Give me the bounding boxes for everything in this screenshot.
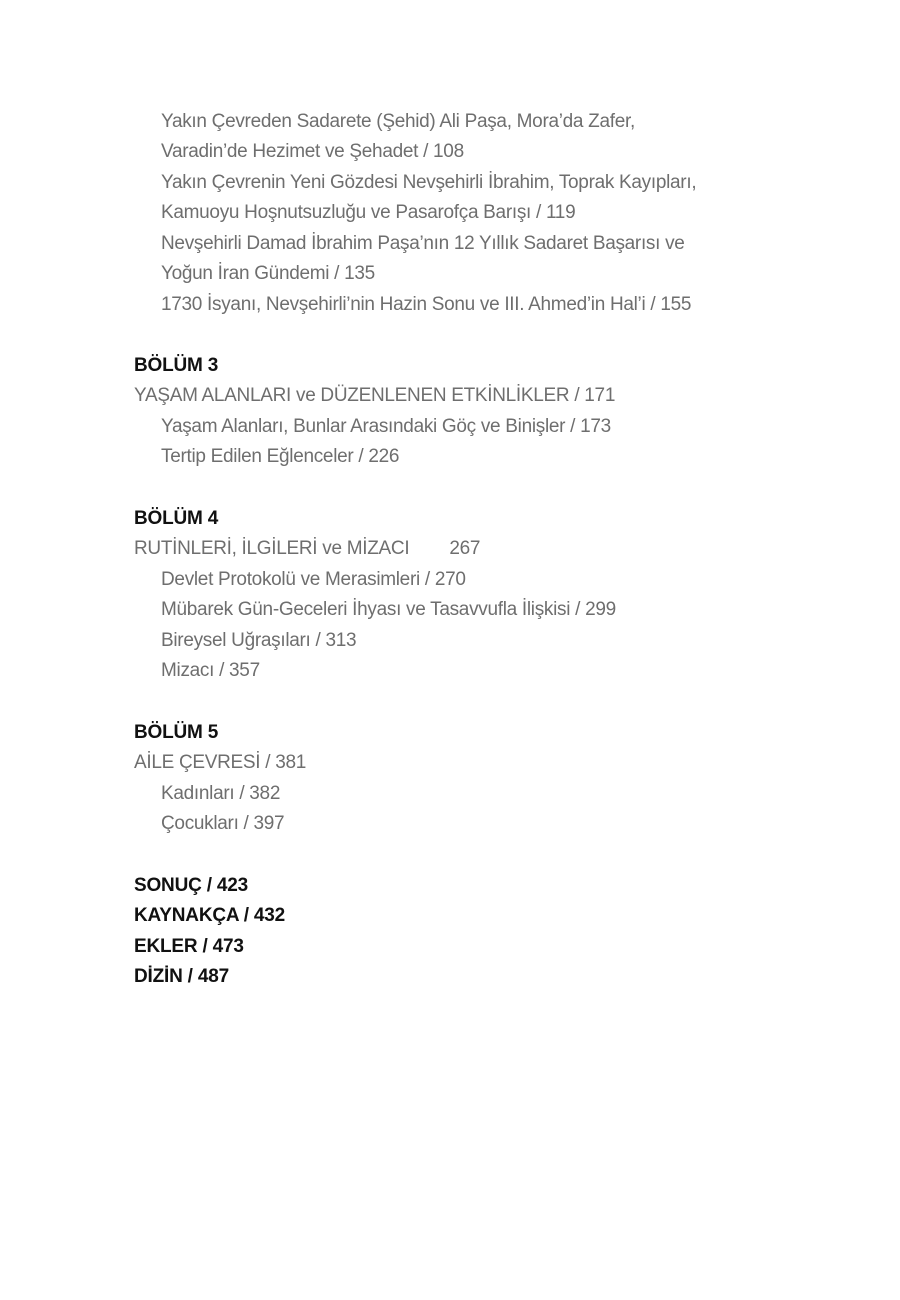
back-matter-sonuc: SONUÇ / 423 <box>134 875 248 896</box>
toc-entry: Çocukları / 397 <box>161 813 285 834</box>
chapter-heading-3: BÖLÜM 3 <box>134 355 219 376</box>
chapter-heading-4: BÖLÜM 4 <box>134 508 219 529</box>
toc-entry: Yakın Çevreden Sadarete (Şehid) Ali Paşa, Mora’da Zafer, <box>161 111 635 132</box>
toc-entry: Bireysel Uğraşıları / 313 <box>161 630 357 651</box>
toc-entry: Varadin’de Hezimet ve Şehadet / 108 <box>161 141 464 162</box>
toc-entry: Nevşehirli Damad İbrahim Paşa’nın 12 Yıllık Sadaret Başarısı ve <box>161 233 685 254</box>
toc-entry: Yoğun İran Gündemi / 135 <box>161 263 375 284</box>
toc-entry: Kamuoyu Hoşnutsuzluğu ve Pasarofça Barışı / 119 <box>161 202 576 223</box>
back-matter-dizin: DİZİN / 487 <box>134 966 229 987</box>
toc-entry: Mübarek Gün-Geceleri İhyası ve Tasavvufla İlişkisi / 299 <box>161 599 616 620</box>
chapter-title-5: AİLE ÇEVRESİ / 381 <box>134 752 307 773</box>
back-matter-kaynakca: KAYNAKÇA / 432 <box>134 905 286 926</box>
chapter-title-page: 267 <box>449 538 481 559</box>
toc-entry: Kadınları / 382 <box>161 783 281 804</box>
toc-entry: Yakın Çevrenin Yeni Gözdesi Nevşehirli İbrahim, Toprak Kayıpları, <box>161 172 697 193</box>
chapter-heading-5: BÖLÜM 5 <box>134 722 219 743</box>
toc-entry: Yaşam Alanları, Bunlar Arasındaki Göç ve Binişler / 173 <box>161 416 611 437</box>
toc-entry: Tertip Edilen Eğlenceler / 226 <box>161 446 400 467</box>
toc-entry: 1730 İsyanı, Nevşehirli’nin Hazin Sonu ve III. Ahmed’in Hal’i / 155 <box>161 294 692 315</box>
toc-entry: Mizacı / 357 <box>161 660 260 681</box>
chapter-title-4 <box>134 537 480 561</box>
toc-entry: Devlet Protokolü ve Merasimleri / 270 <box>161 569 466 590</box>
chapter-title-3: YAŞAM ALANLARI ve DÜZENLENEN ETKİNLİKLER / 171 <box>134 385 616 406</box>
chapter-title-text: RUTİNLERİ, İLGİLERİ ve MİZACI <box>134 538 410 559</box>
back-matter-ekler: EKLER / 473 <box>134 936 244 957</box>
